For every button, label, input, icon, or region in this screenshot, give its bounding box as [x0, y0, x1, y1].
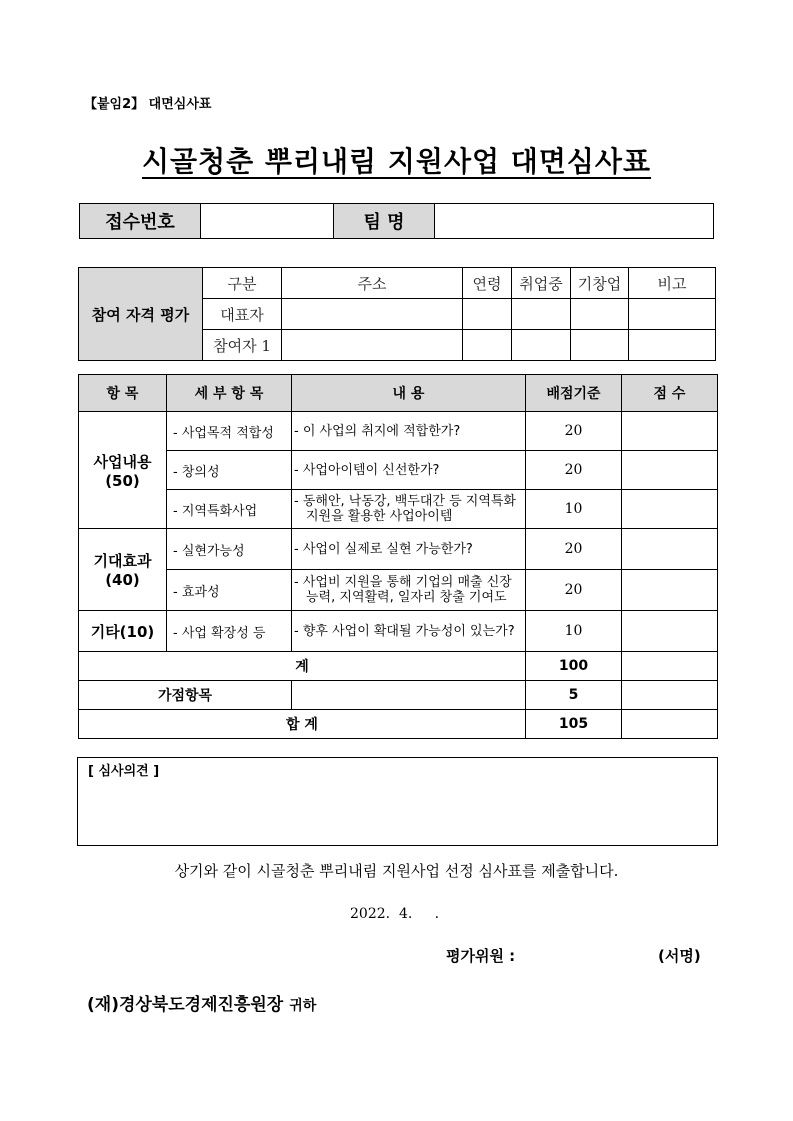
receipt-number-label: 접수번호: [80, 204, 201, 239]
subtotal-score-cell[interactable]: [622, 652, 718, 681]
bonus-content-cell[interactable]: [292, 681, 526, 710]
category-name: 기대효과: [93, 552, 152, 570]
document-title: 시골청춘 뿌리내림 지원사업 대면심사표: [141, 145, 652, 178]
header-criteria: 배점기준: [526, 375, 622, 412]
score-cell[interactable]: [622, 451, 718, 490]
content-cell: - 사업아이템이 신선한가?: [292, 451, 526, 490]
content-cell: - 향후 사업이 확대될 가능성이 있는가?: [292, 611, 526, 652]
subtotal-label: 계: [79, 652, 526, 681]
subtotal-row: [79, 652, 718, 681]
recipient-suffix: 귀하: [289, 998, 317, 1014]
criteria-cell: 20: [526, 529, 622, 570]
age-cell[interactable]: [463, 299, 512, 330]
recipient-name: (재)경상북도경제진흥원장: [87, 995, 284, 1015]
header-detail: 세 부 항 목: [167, 375, 292, 412]
criteria-cell: 10: [526, 611, 622, 652]
eligibility-header: 기창업: [571, 268, 629, 299]
eligibility-table: [78, 267, 716, 361]
address-cell[interactable]: [282, 330, 463, 361]
bonus-value: 5: [526, 681, 622, 710]
content-cell: - 사업이 실제로 실현 가능한가?: [292, 529, 526, 570]
criteria-cell: 20: [526, 570, 622, 611]
score-cell[interactable]: [622, 490, 718, 529]
subtotal-value: 100: [526, 652, 622, 681]
age-cell[interactable]: [463, 330, 512, 361]
registration-table: [79, 203, 714, 239]
signature-label: (서명): [658, 947, 701, 965]
table-row: [79, 611, 718, 652]
team-name-field[interactable]: [435, 204, 714, 239]
total-value: 105: [526, 710, 622, 739]
eligibility-section-label: 참여 자격 평가: [79, 268, 203, 361]
content-line: 능력, 지역활력, 일자리 창출 기여도: [306, 590, 507, 605]
criteria-cell: 10: [526, 490, 622, 529]
receipt-number-field[interactable]: [201, 204, 334, 239]
scoring-table: [78, 374, 718, 739]
category-other: 기타(10): [79, 611, 167, 652]
review-opinion-title: [ 심사의견 ]: [88, 764, 160, 779]
table-row: [79, 529, 718, 570]
eligibility-header: 구분: [203, 268, 282, 299]
content-cell: [292, 490, 526, 529]
detail-cell: - 효과성: [167, 570, 292, 611]
bonus-row: [79, 681, 718, 710]
total-row: [79, 710, 718, 739]
startup-cell[interactable]: [571, 299, 629, 330]
eligibility-row-label: 참여자 1: [203, 330, 282, 361]
startup-cell[interactable]: [571, 330, 629, 361]
attachment-label: 【붙임2】 대면심사표: [84, 97, 212, 112]
header-content: 내 용: [292, 375, 526, 412]
total-label: 합 계: [79, 710, 526, 739]
table-row: [79, 412, 718, 451]
team-name-label: 팀 명: [334, 204, 435, 239]
detail-cell: - 실현가능성: [167, 529, 292, 570]
category-effect: [79, 529, 167, 611]
evaluator-label: 평가위원 :: [446, 947, 516, 965]
date-line: 2022. 4. .: [350, 906, 440, 922]
category-name: 사업내용: [93, 452, 152, 471]
criteria-cell: 20: [526, 451, 622, 490]
table-row: [79, 490, 718, 529]
address-cell[interactable]: [282, 299, 463, 330]
header-item: 항 목: [79, 375, 167, 412]
eligibility-header: 주소: [282, 268, 463, 299]
score-cell[interactable]: [622, 570, 718, 611]
content-line: - 동해안, 낙동강, 백두대간 등 지역특화: [294, 494, 516, 509]
eligibility-header: 비고: [629, 268, 716, 299]
category-points: (40): [105, 571, 140, 589]
eligibility-header: 연령: [463, 268, 512, 299]
detail-cell: - 사업 확장성 등: [167, 611, 292, 652]
employed-cell[interactable]: [512, 330, 571, 361]
category-points: (50): [105, 471, 140, 490]
detail-cell: - 창의성: [167, 451, 292, 490]
bonus-score-cell[interactable]: [622, 681, 718, 710]
total-score-cell[interactable]: [622, 710, 718, 739]
content-cell: - 이 사업의 취지에 적합한가?: [292, 412, 526, 451]
eligibility-header: 취업중: [512, 268, 571, 299]
table-row: [79, 570, 718, 611]
employed-cell[interactable]: [512, 299, 571, 330]
content-line: 지원을 활용한 사업아이템: [306, 509, 453, 524]
detail-cell: - 사업목적 적합성: [167, 412, 292, 451]
criteria-cell: 20: [526, 412, 622, 451]
recipient-line: [87, 990, 316, 1015]
eligibility-row-label: 대표자: [203, 299, 282, 330]
detail-cell: - 지역특화사업: [167, 490, 292, 529]
content-cell: [292, 570, 526, 611]
score-cell[interactable]: [622, 529, 718, 570]
score-cell[interactable]: [622, 412, 718, 451]
header-score: 점 수: [622, 375, 718, 412]
submission-statement: 상기와 같이 시골청춘 뿌리내림 지원사업 선정 심사표를 제출합니다.: [174, 862, 619, 880]
content-line: - 사업비 지원을 통해 기업의 매출 신장: [294, 575, 512, 590]
category-business: [79, 412, 167, 529]
bonus-label: 가점항목: [79, 681, 292, 710]
note-cell[interactable]: [629, 299, 716, 330]
table-row: [79, 451, 718, 490]
note-cell[interactable]: [629, 330, 716, 361]
score-cell[interactable]: [622, 611, 718, 652]
review-opinion-box[interactable]: [77, 757, 718, 846]
